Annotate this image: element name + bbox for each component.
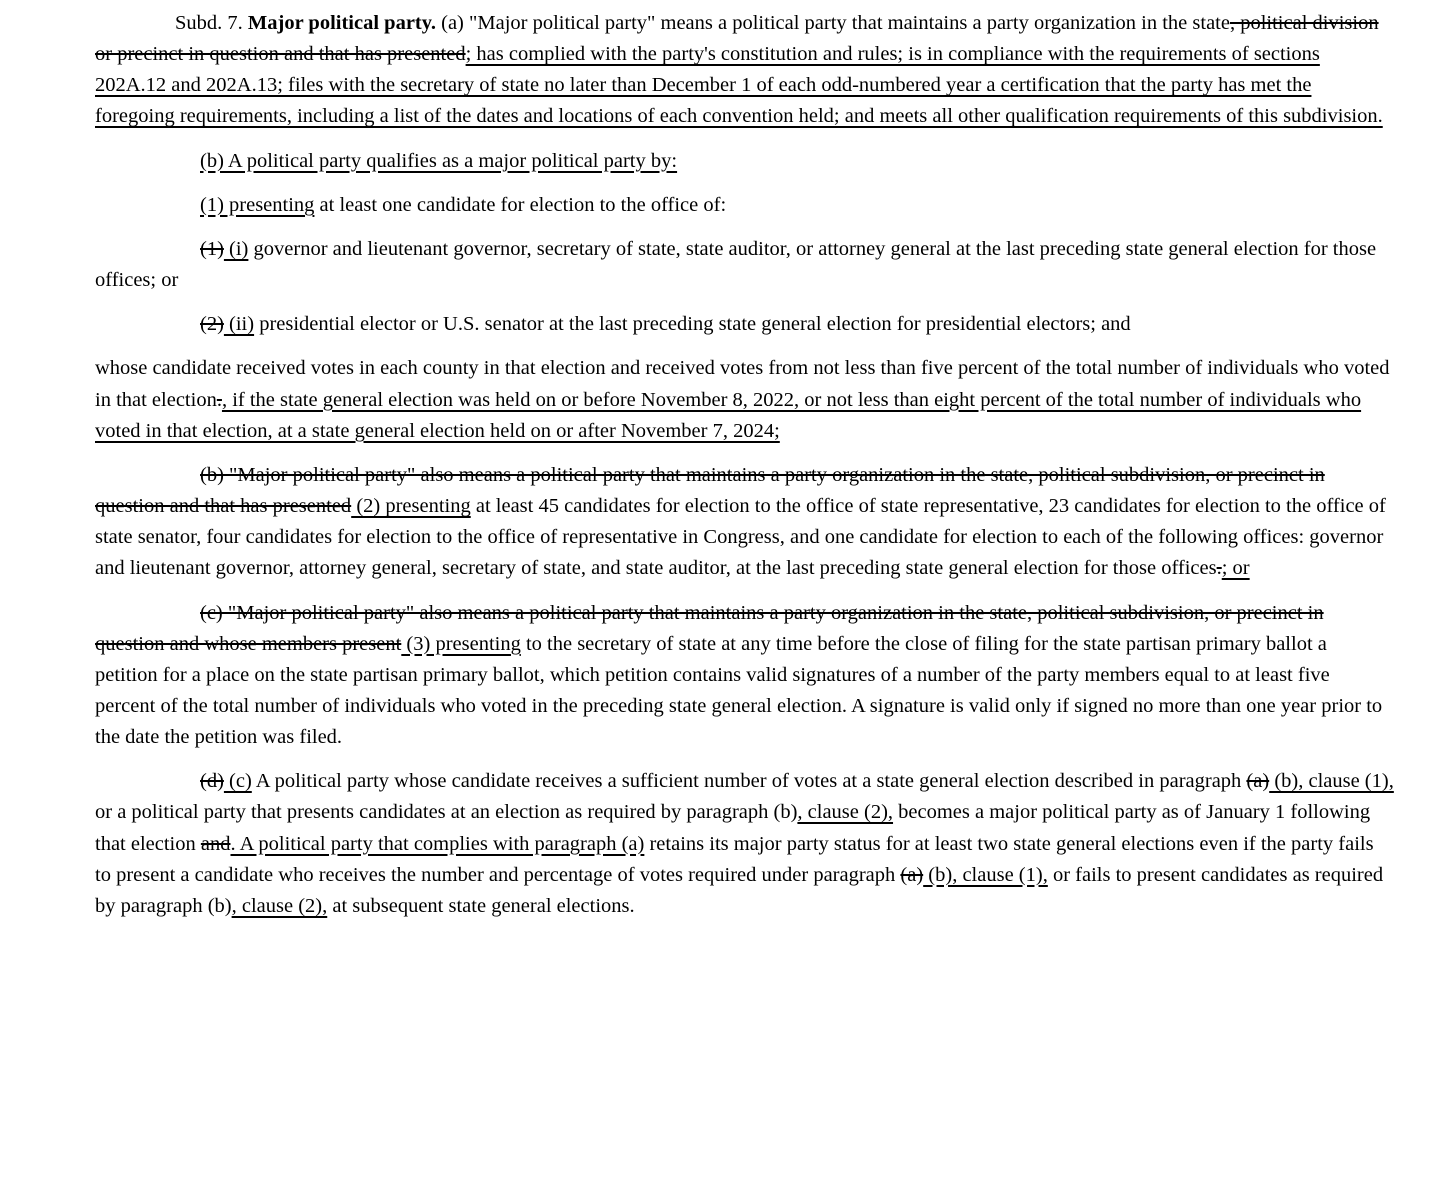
text-segment-under: (b) A political party qualifies as a major political party by: [200,149,678,172]
text-segment-under: . A political party that complies with paragraph (a) [230,832,645,855]
text-segment-normal: to the secretary of state at any time before the close of filing for the state partisan primary ballot a petition for a place on the state partisan primary ballot, which petition contains valid signatures of a number of the party members equal to at least five percent of the total number of individuals who voted in the preceding state general election. A signature is valid only if signed no more than one year prior to the date the petition was filed. [95,632,1383,749]
text-segment-normal: Subd. 7. [175,12,248,34]
text-segment-strike: (b) "Major political party" also means a political party that maintains a party organization in the state, political subdivision, or precinct in question and that has presented [95,463,1325,518]
text-segment-normal: at least one candidate for election to the office of: [314,193,727,216]
subd7-intro-paragraph [95,8,1394,133]
text-segment-strike: (c) "Major political party" also means a political party that maintains a party organization in the state, political subdivision, or precinct in question and whose members present [95,601,1324,655]
text-segment-under: (i) [223,237,249,260]
text-segment-normal: becomes a major political party as of January 1 following that election [95,801,1371,855]
text-segment-normal: or fails to present candidates as required by paragraph (b) [95,863,1384,917]
text-segment-normal: at least 45 candidates for election to the office of state representative, 23 candidates for election to the office of state senator, four candidates for election to the office of representative in Congress, and one candidate for election to each of the following offices: governor and lieutenant governor, attorney general, secretary of state, and state auditor, at the last preceding state general election for those offices [95,495,1386,580]
text-segment-normal: A political party whose candidate receives a sufficient number of votes at a state general election described in paragraph [251,770,1247,793]
text-segment-under: (1) presenting [200,193,315,216]
text-segment-under: (b), clause (1), [1269,770,1394,793]
text-segment-strike: . [1216,557,1222,580]
item-i-paragraph [95,234,1394,296]
text-segment-strike: , political division or precinct in question and that has presented [95,12,1379,66]
text-segment-strike: (a) [1246,770,1270,793]
text-segment-under: (2) presenting [351,495,471,518]
text-segment-under: (3) presenting [401,632,521,655]
text-segment-under: , clause (2), [231,894,328,917]
text-segment-under: (c) [223,770,252,793]
text-segment-normal: (a) "Major political party" means a political party that maintains a party organization in the state [441,12,1230,34]
vote-threshold-paragraph [95,353,1394,446]
text-segment-normal: at subsequent state general elections. [327,894,635,917]
text-segment-strike: . [216,388,222,411]
text-segment-strike: and [200,832,231,855]
clause-2-paragraph [95,460,1394,585]
text-segment-under: (b), clause (1), [923,863,1048,886]
text-segment-under: , clause (2), [797,801,894,824]
item-ii-paragraph [95,309,1394,340]
text-segment-normal: presidential elector or U.S. senator at the last preceding state general election for presidential electors; and [254,313,1131,336]
clause-3-paragraph [95,598,1394,754]
text-segment-under: , if the state general election was held on or before November 8, 2022, or not less than eight percent of the total number of individuals who voted in that election, at a state general election held on or after November 7, 2024; [95,388,1362,442]
text-segment-under: ; has complied with the party's constitution and rules; is in compliance with the requirements of sections 202A.12 and 202A.13; files with the secretary of state no later than December 1 of each odd-numbered year a certification that the party has met the foregoing requirements, including a list of the dates and locations of each convention held; and meets all other qualification requirements of this subdivision. [95,43,1383,128]
paragraph-c-paragraph [95,766,1394,922]
text-segment-strike: (d) [200,770,224,793]
qualify-intro-paragraph [95,146,1394,177]
text-segment-bold: Major political party. [247,12,442,34]
text-segment-normal: governor and lieutenant governor, secretary of state, state auditor, or attorney general at the last preceding state general election for those offices; or [95,237,1377,292]
text-segment-under: ; or [1221,557,1250,580]
text-segment-strike: (a) [900,863,924,886]
text-segment-normal: or a political party that presents candidates at an election as required by paragraph (b) [95,801,798,824]
clause-1-lead-paragraph [95,190,1394,221]
text-segment-normal: whose candidate received votes in each county in that election and received votes from not less than five percent of the total number of individuals who voted in that election [95,357,1390,411]
text-segment-strike: (1) [200,237,224,260]
text-segment-under: (ii) [223,313,255,336]
text-segment-normal: retains its major party status for at least two state general elections even if the party fails to present a candidate who receives the number and percentage of votes required under paragraph [95,832,1374,886]
text-segment-strike: (2) [200,313,224,336]
